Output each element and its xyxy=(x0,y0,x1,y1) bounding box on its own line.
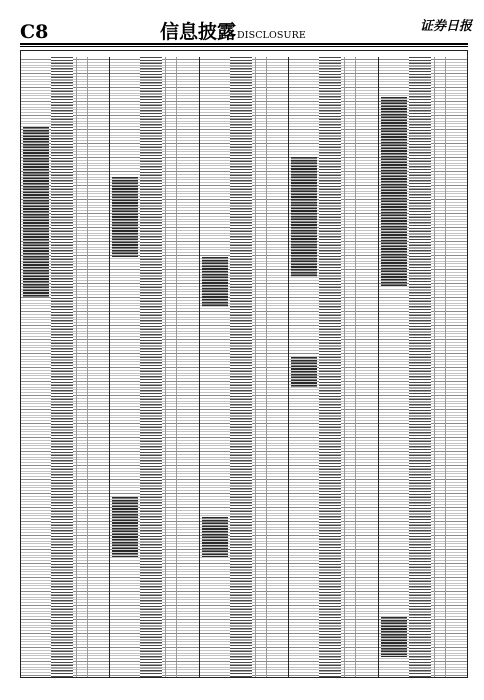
dense-text-block xyxy=(23,127,49,297)
dense-text-block xyxy=(291,357,317,387)
dense-text-block xyxy=(112,497,138,557)
column-divider xyxy=(355,57,356,677)
page-header xyxy=(0,0,484,46)
table-column xyxy=(110,57,199,677)
column-divider xyxy=(87,57,88,677)
column-divider xyxy=(165,57,166,677)
text-column xyxy=(319,57,341,677)
column-divider xyxy=(176,57,177,677)
dense-text-block xyxy=(291,157,317,277)
section-title-en: DISCLOSURE xyxy=(237,30,306,41)
column-divider xyxy=(434,57,435,677)
column-divider xyxy=(445,57,446,677)
table-column xyxy=(21,57,110,677)
text-column xyxy=(140,57,162,677)
header-rule-thin xyxy=(20,46,468,47)
table-column xyxy=(289,57,378,677)
column-divider xyxy=(344,57,345,677)
dense-text-block xyxy=(112,177,138,257)
dense-text-block xyxy=(202,517,228,557)
newspaper-masthead: 证券日报 xyxy=(420,19,473,34)
text-column xyxy=(409,57,431,677)
header-rule-thick xyxy=(20,43,468,45)
disclosure-columns xyxy=(21,57,467,677)
column-divider xyxy=(266,57,267,677)
table-column xyxy=(379,57,467,677)
section-title-cn: 信息披露 xyxy=(160,21,237,43)
dense-text-block xyxy=(381,617,407,657)
column-divider xyxy=(76,57,77,677)
dense-text-block xyxy=(381,97,407,287)
table-column xyxy=(200,57,289,677)
text-column xyxy=(51,57,73,677)
text-column xyxy=(230,57,252,677)
disclosure-table-area xyxy=(20,50,468,678)
dense-text-block xyxy=(202,257,228,307)
column-divider xyxy=(255,57,256,677)
page-number: C8 xyxy=(20,21,49,43)
